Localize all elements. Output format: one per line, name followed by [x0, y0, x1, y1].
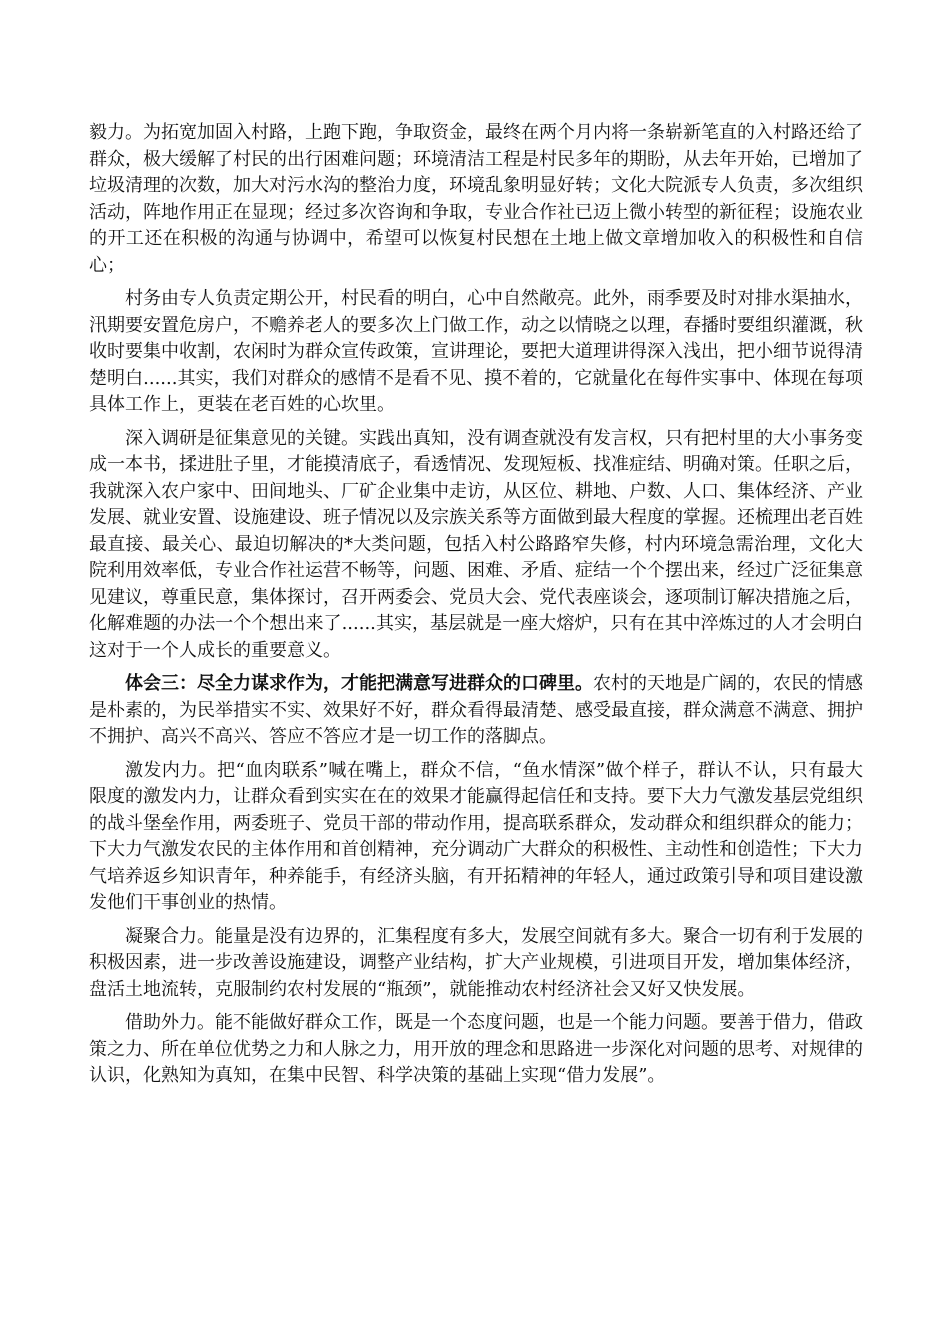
paragraph-continued [89, 120, 863, 279]
paragraph-insight-three [89, 671, 863, 751]
section-heading: 体会三：尽全力谋求作为，才能把满意写进群众的口碑里。 [125, 673, 593, 694]
paragraph-text: 凝聚合力。能量是没有边界的，汇集程度有多大，发展空间就有多大。聚合一切有利于发展的积极因素，进一步改善设施建设，调整产业结构，扩大产业规模，引进项目开发，增加集体经济，盘活土地流转，克服制约农村发展的“瓶颈”，就能推动农村经济社会又好又快发展。 [89, 925, 863, 1000]
paragraph-research [89, 426, 863, 665]
paragraph-text: 毅力。为拓宽加固入村路，上跑下跑，争取资金，最终在两个月内将一条崭新笔直的入村路还给了群众，极大缓解了村民的出行困难问题；环境清洁工程是村民多年的期盼，从去年开始，已增加了垃圾清理的次数，加大对污水沟的整治力度，环境乱象明显好转；文化大院派专人负责，多次组织活动，阵地作用正在显现；经过多次咨询和争取，专业合作社已迈上微小转型的新征程；设施农业的开工还在积极的沟通与协调中，希望可以恢复村民想在土地上做文章增加收入的积极性和自信心； [89, 122, 863, 276]
paragraph-internal-force [89, 758, 863, 917]
paragraph-village-affairs [89, 286, 863, 419]
paragraph-text: 深入调研是征集意见的关键。实践出真知，没有调查就没有发言权，只有把村里的大小事务变成一本书，揉进肚子里，才能摸清底子，看透情况、发现短板、找准症结、明确对策。任职之后，我就深入农户家中、田间地头、厂矿企业集中走访，从区位、耕地、户数、人口、集体经济、产业发展、就业安置、设施建设、班子情况以及宗族关系等方面做到最大程度的掌握。还梳理出老百姓最直接、最关心、最迫切解决的*大类问题，包括入村公路路窄失修，村内环境急需治理，文化大院利用效率低，专业合作社运营不畅等，问题、困难、矛盾、症结一个个摆出来，经过广泛征集意见建议，尊重民意，集体探讨，召开两委会、党员大会、党代表座谈会，逐项制订解决措施之后，化解难题的办法一个个想出来了......其实，基层就是一座大熔炉，只有在其中淬炼过的人才会明白这对于一个人成长的重要意义。 [89, 427, 863, 661]
paragraph-text: 村务由专人负责定期公开，村民看的明白，心中自然敞亮。此外，雨季要及时对排水渠抽水，汛期要安置危房户，不赡养老人的要多次上门做工作，动之以情晓之以理，春播时要组织灌溉，秋收时要集中收割，农闲时为群众宣传政策，宣讲理论，要把大道理讲得深入浅出，把小细节说得清楚明白......其实，我们对群众的感情不是看不见、摸不着的，它就量化在每件实事中、体现在每项具体工作上，更装在老百姓的心坎里。 [89, 288, 863, 415]
paragraph-text: 激发内力。把“血肉联系”喊在嘴上，群众不信，“鱼水情深”做个样子，群认不认，只有最大限度的激发内力，让群众看到实实在在的效果才能赢得起信任和支持。要下大力气激发基层党组织的战斗堡垒作用，两委班子、党员干部的带动作用，提高联系群众，发动群众和组织群众的能力；下大力气激发农民的主体作用和首创精神，充分调动广大群众的积极性、主动性和创造性；下大力气培养返乡知识青年，种养能手，有经济头脑，有开拓精神的年轻人，通过政策引导和项目建设激发他们干事创业的热情。 [89, 759, 863, 913]
document-page [89, 120, 863, 1097]
paragraph-text: 借助外力。能不能做好群众工作，既是一个态度问题，也是一个能力问题。要善于借力，借政策之力、所在单位优势之力和人脉之力，用开放的理念和思路进一步深化对问题的思考、对规律的认识，化熟知为真知，在集中民智、科学决策的基础上实现“借力发展”。 [89, 1012, 863, 1086]
paragraph-external-force [89, 1010, 863, 1090]
paragraph-text: 农村的天地是广阔的，农民的情感是朴素的，为民举措实不实、效果好不好，群众看得最清楚、感受最直接，群众满意不满意、拥护不拥护、高兴不高兴、答应不答应才是一切工作的落脚点。 [89, 673, 863, 747]
paragraph-combined-force [89, 924, 863, 1004]
